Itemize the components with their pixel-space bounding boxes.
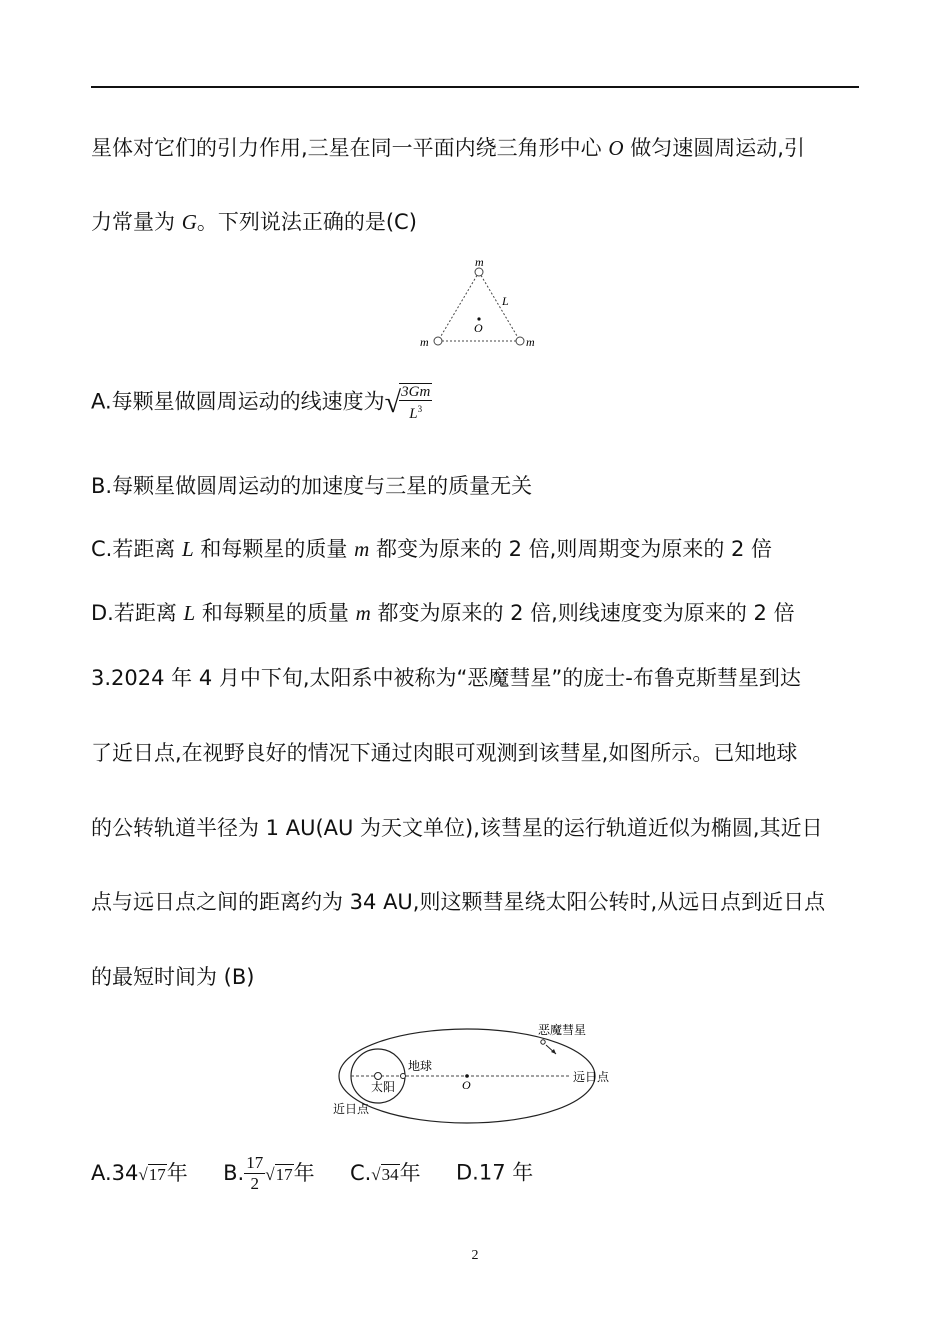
- earth-marker: [401, 1074, 406, 1079]
- intro-line-1-b: 做匀速圆周运动,引: [630, 136, 805, 160]
- q3-option-c: [350, 1161, 427, 1185]
- fraction-numerator: 3Gm: [401, 384, 431, 400]
- q2-option-c-suffix: 都变为原来的 2 倍,则周期变为原来的 2 倍: [375, 537, 773, 561]
- q3-option-b-radicand: 17: [275, 1164, 293, 1184]
- q3-option-c-unit: 年: [399, 1160, 421, 1185]
- q2-option-c: [91, 535, 871, 563]
- q2-option-b: [91, 472, 871, 500]
- q3-line-1: 3.2024 年 4 月中下旬,太阳系中被称为“恶魔彗星”的庞士-布鲁克斯彗星到达: [91, 666, 801, 690]
- q2-option-a-fraction: [399, 383, 432, 422]
- triangle-side-left: [438, 272, 479, 341]
- q3-option-b-fraction: [244, 1153, 265, 1194]
- star-top: [475, 268, 483, 276]
- var-g: G: [181, 210, 197, 234]
- var-l: L: [182, 537, 194, 561]
- q3-option-a: [91, 1161, 194, 1185]
- q2-option-d-suffix: 都变为原来的 2 倍,则线速度变为原来的 2 倍: [377, 601, 795, 625]
- q2-option-a-text: A.每颗星做圆周运动的线速度为: [91, 389, 385, 414]
- q2-option-d-prefix: D.若距离: [91, 601, 177, 625]
- var-m: m: [355, 601, 371, 625]
- intro-line-2: [91, 208, 871, 236]
- q3-option-a-unit: 年: [166, 1160, 188, 1185]
- intro-line-1: [91, 134, 871, 162]
- q2-option-b-text: B.每颗星做圆周运动的加速度与三星的质量无关: [91, 474, 533, 498]
- q3-option-c-prefix: C.: [349, 1160, 372, 1185]
- q2-option-a: [91, 383, 871, 422]
- center-label: O: [462, 1078, 471, 1092]
- mass-label-left: m: [420, 335, 429, 349]
- q3-line-3: 的公转轨道半径为 1 AU(AU 为天文单位),该彗星的运行轨道近似为椭圆,其近日: [91, 816, 823, 840]
- mass-label-right: m: [526, 335, 535, 349]
- q3-option-b: [223, 1153, 321, 1193]
- perihelion-label: 近日点: [333, 1102, 370, 1116]
- q3-options: [91, 1153, 533, 1194]
- q2-option-d: [91, 599, 871, 627]
- q3-option-b-numerator: 17: [246, 1153, 264, 1172]
- comet-orbit-figure: [325, 1015, 635, 1130]
- q3-option-c-sqrt: √34: [371, 1164, 399, 1184]
- q2-option-c-prefix: C.若距离: [91, 537, 176, 561]
- var-m: m: [354, 537, 370, 561]
- q3-option-b-prefix: B.: [223, 1160, 245, 1185]
- intro-line-2-b: 。下列说法正确的是(C): [196, 210, 417, 234]
- q3-option-a-radicand: 17: [148, 1164, 166, 1184]
- comet-marker: [541, 1040, 545, 1044]
- q3-option-b-sqrt: √17: [265, 1164, 293, 1184]
- q3-option-a-prefix: A.34: [91, 1160, 139, 1185]
- q2-option-d-mid: 和每颗星的质量: [201, 601, 349, 625]
- comet-label: 恶魔彗星: [538, 1023, 587, 1037]
- q3-option-a-sqrt: √17: [138, 1164, 166, 1184]
- var-l: L: [183, 601, 196, 625]
- fraction-denominator-exp: 3: [417, 404, 423, 414]
- q3-option-b-denominator: 2: [250, 1174, 259, 1193]
- side-label: L: [502, 294, 509, 308]
- fraction-denominator-base: L: [409, 406, 418, 422]
- sqrt-sign: √: [384, 385, 402, 419]
- header-rule: [91, 86, 859, 88]
- star-right: [516, 337, 524, 345]
- q3-line-5: 的最短时间为 (B): [91, 965, 255, 989]
- intro-line-1-a: 星体对它们的引力作用,三星在同一平面内绕三角形中心: [91, 136, 602, 160]
- mass-label-top: m: [475, 255, 484, 269]
- page-number: 2: [471, 1248, 479, 1263]
- q3-option-b-unit: 年: [293, 1160, 315, 1185]
- sun-label: 太阳: [371, 1080, 396, 1094]
- fraction-denominator: [399, 401, 432, 422]
- intro-line-2-a: 力常量为: [91, 210, 175, 234]
- triangle-side-right: [479, 272, 520, 341]
- q3-line-4: 点与远日点之间的距离约为 34 AU,则这颗彗星绕太阳公转时,从远日点到近日点: [91, 890, 826, 914]
- q3-option-c-radicand: 34: [381, 1164, 399, 1184]
- center-label: O: [474, 321, 483, 335]
- q3-option-d: D.17 年: [456, 1160, 534, 1185]
- aphelion-label: 远日点: [573, 1070, 610, 1084]
- var-o: O: [608, 136, 624, 160]
- star-left: [434, 337, 442, 345]
- q2-option-c-mid: 和每颗星的质量: [200, 537, 348, 561]
- earth-label: 地球: [408, 1059, 433, 1073]
- three-star-triangle-figure: [410, 255, 550, 355]
- sun-marker: [375, 1073, 382, 1080]
- q3-line-2: 了近日点,在视野良好的情况下通过肉眼可观测到该彗星,如图所示。已知地球: [91, 741, 798, 765]
